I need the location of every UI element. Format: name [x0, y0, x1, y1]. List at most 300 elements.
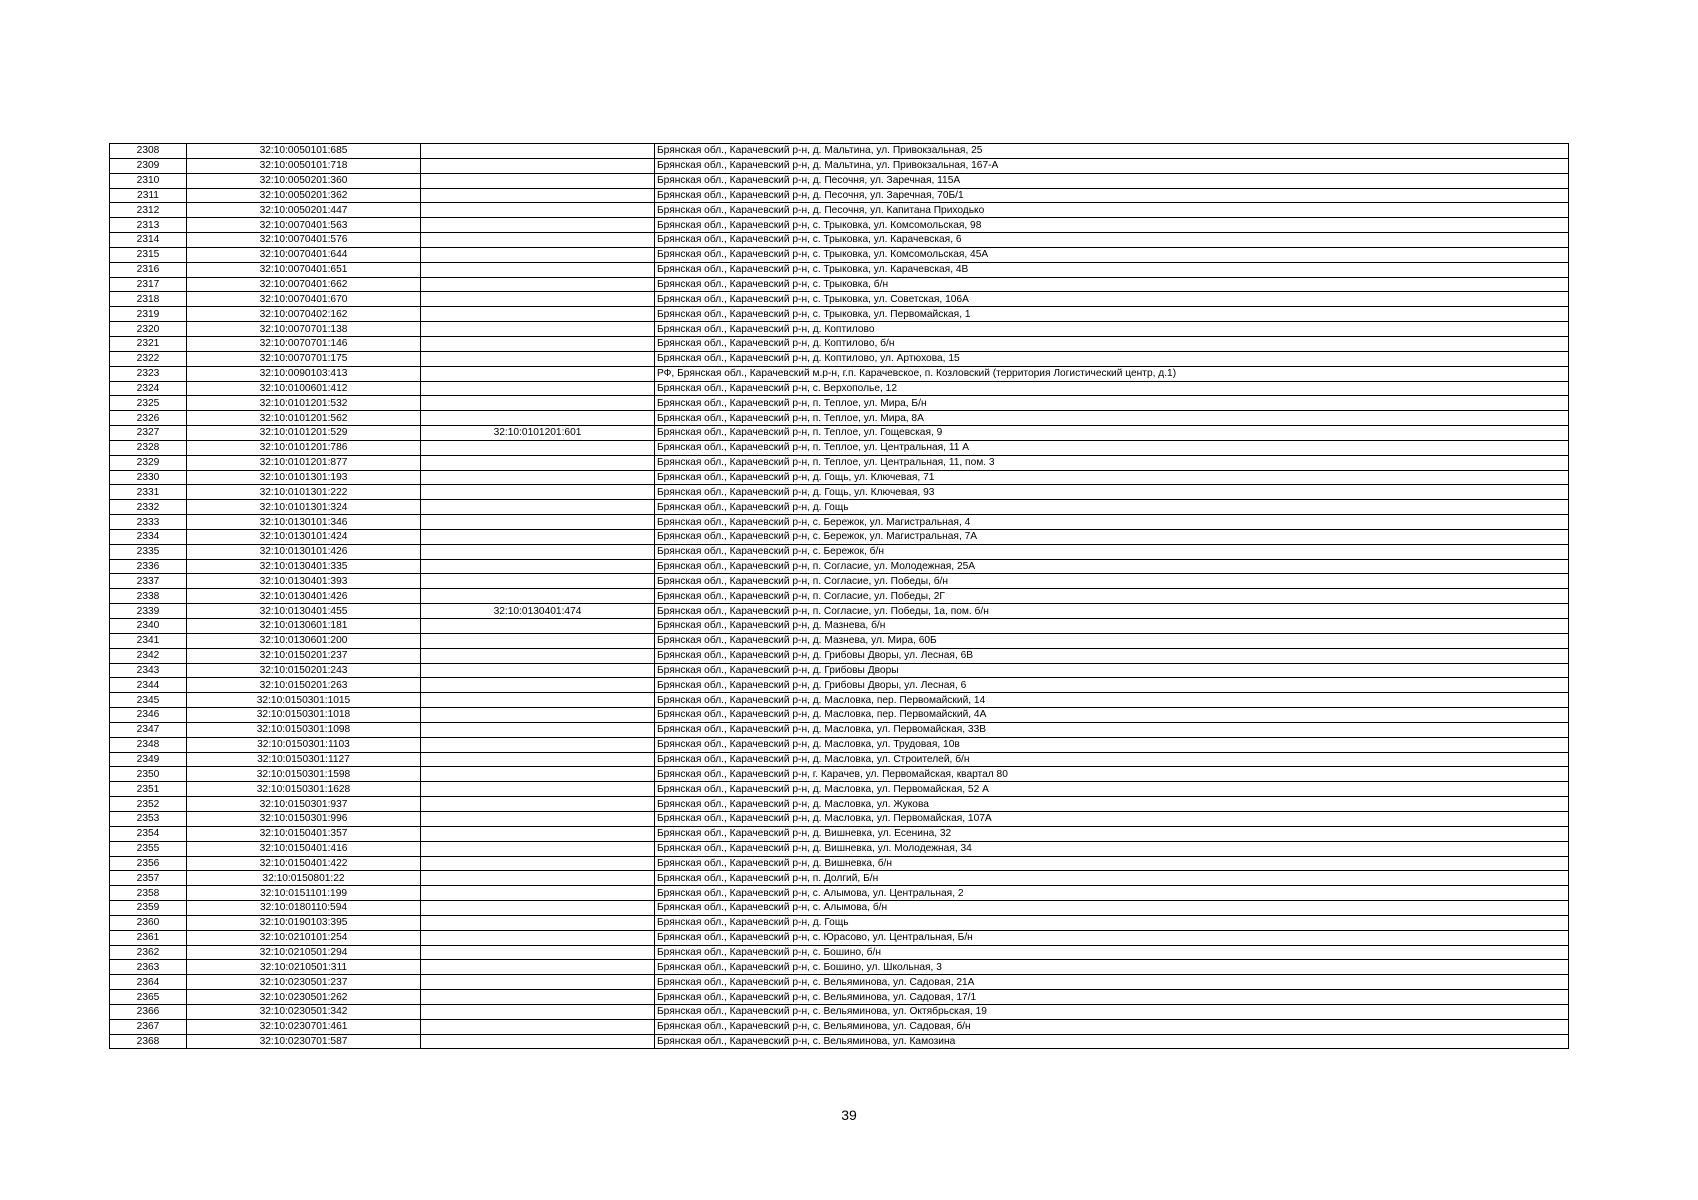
table-row [110, 574, 1569, 589]
address-cell: Брянская обл., Карачевский р-н, с. Алымова, ул. Центральная, 2 [655, 886, 1569, 901]
address-cell: Брянская обл., Карачевский р-н, д. Мазнева, б/н [655, 619, 1569, 634]
address-cell: Брянская обл., Карачевский р-н, д. Грибовы Дворы, ул. Лесная, 6 [655, 678, 1569, 693]
address-cell: Брянская обл., Карачевский р-н, д. Гощь, ул. Ключевая, 71 [655, 470, 1569, 485]
related-cadastral-cell [421, 663, 655, 678]
related-cadastral-cell [421, 336, 655, 351]
table-row [110, 277, 1569, 292]
cadastral-number-cell: 32:10:0150301:1598 [187, 767, 421, 782]
related-cadastral-cell [421, 886, 655, 901]
address-cell: Брянская обл., Карачевский р-н, д. Вишневка, ул. Есенина, 32 [655, 826, 1569, 841]
row-number-cell: 2342 [110, 648, 187, 663]
related-cadastral-cell [421, 797, 655, 812]
address-cell: Брянская обл., Карачевский р-н, д. Масловка, ул. Строителей, б/н [655, 752, 1569, 767]
related-cadastral-cell: 32:10:0130401:474 [421, 604, 655, 619]
related-cadastral-cell [421, 856, 655, 871]
cadastral-number-cell: 32:10:0230501:262 [187, 990, 421, 1005]
row-number-cell: 2338 [110, 589, 187, 604]
row-number-cell: 2367 [110, 1019, 187, 1034]
related-cadastral-cell [421, 559, 655, 574]
cadastral-number-cell: 32:10:0130401:455 [187, 604, 421, 619]
related-cadastral-cell [421, 945, 655, 960]
table-row [110, 648, 1569, 663]
related-cadastral-cell [421, 633, 655, 648]
table-row [110, 960, 1569, 975]
cadastral-number-cell: 32:10:0070701:138 [187, 322, 421, 337]
row-number-cell: 2341 [110, 633, 187, 648]
table-row [110, 990, 1569, 1005]
cadastral-number-cell: 32:10:0230701:461 [187, 1019, 421, 1034]
cadastral-number-cell: 32:10:0070402:162 [187, 307, 421, 322]
related-cadastral-cell [421, 901, 655, 916]
row-number-cell: 2319 [110, 307, 187, 322]
address-cell: Брянская обл., Карачевский р-н, д. Коптилово [655, 322, 1569, 337]
row-number-cell: 2337 [110, 574, 187, 589]
row-number-cell: 2348 [110, 737, 187, 752]
related-cadastral-cell [421, 440, 655, 455]
table-row [110, 975, 1569, 990]
cadastral-number-cell: 32:10:0150301:1018 [187, 708, 421, 723]
related-cadastral-cell [421, 307, 655, 322]
cadastral-number-cell: 32:10:0101301:222 [187, 485, 421, 500]
row-number-cell: 2327 [110, 426, 187, 441]
row-number-cell: 2313 [110, 218, 187, 233]
table-row [110, 797, 1569, 812]
address-cell: Брянская обл., Карачевский р-н, д. Масловка, пер. Первомайский, 4А [655, 708, 1569, 723]
related-cadastral-cell [421, 841, 655, 856]
related-cadastral-cell [421, 975, 655, 990]
address-cell: Брянская обл., Карачевский р-н, с. Трыковка, ул. Советская, 106А [655, 292, 1569, 307]
address-cell: Брянская обл., Карачевский р-н, с. Бережок, б/н [655, 544, 1569, 559]
related-cadastral-cell [421, 173, 655, 188]
row-number-cell: 2343 [110, 663, 187, 678]
table-row [110, 485, 1569, 500]
row-number-cell: 2329 [110, 455, 187, 470]
related-cadastral-cell [421, 544, 655, 559]
cadastral-number-cell: 32:10:0070401:576 [187, 233, 421, 248]
address-cell: Брянская обл., Карачевский р-н, п. Теплое, ул. Центральная, 11 А [655, 440, 1569, 455]
table-row [110, 144, 1569, 159]
address-cell: Брянская обл., Карачевский р-н, д. Масловка, ул. Первомайская, 107А [655, 811, 1569, 826]
table-row [110, 158, 1569, 173]
address-cell: Брянская обл., Карачевский р-н, с. Бережок, ул. Магистральная, 7А [655, 529, 1569, 544]
row-number-cell: 2346 [110, 708, 187, 723]
related-cadastral-cell [421, 767, 655, 782]
table-row [110, 633, 1569, 648]
cadastral-number-cell: 32:10:0210501:294 [187, 945, 421, 960]
address-cell: Брянская обл., Карачевский р-н, с. Юрасово, ул. Центральная, Б/н [655, 930, 1569, 945]
related-cadastral-cell: 32:10:0101201:601 [421, 426, 655, 441]
address-cell: Брянская обл., Карачевский р-н, д. Масловка, ул. Первомайская, 52 А [655, 782, 1569, 797]
address-cell: Брянская обл., Карачевский р-н, п. Теплое, ул. Мира, 8А [655, 411, 1569, 426]
row-number-cell: 2320 [110, 322, 187, 337]
table-row [110, 782, 1569, 797]
cadastral-number-cell: 32:10:0150301:1098 [187, 722, 421, 737]
table-row [110, 1019, 1569, 1034]
cadastral-number-cell: 32:10:0070401:644 [187, 247, 421, 262]
table-row [110, 915, 1569, 930]
cadastral-number-cell: 32:10:0050201:447 [187, 203, 421, 218]
related-cadastral-cell [421, 826, 655, 841]
related-cadastral-cell [421, 262, 655, 277]
address-cell: Брянская обл., Карачевский р-н, п. Согласие, ул. Победы, б/н [655, 574, 1569, 589]
related-cadastral-cell [421, 485, 655, 500]
address-cell: Брянская обл., Карачевский р-н, с. Трыковка, ул. Карачевская, 6 [655, 233, 1569, 248]
address-cell: Брянская обл., Карачевский р-н, с. Алымова, б/н [655, 901, 1569, 916]
cadastral-number-cell: 32:10:0070401:651 [187, 262, 421, 277]
table-row [110, 351, 1569, 366]
table-row [110, 292, 1569, 307]
cadastral-number-cell: 32:10:0151101:199 [187, 886, 421, 901]
row-number-cell: 2345 [110, 693, 187, 708]
row-number-cell: 2321 [110, 336, 187, 351]
cadastral-number-cell: 32:10:0150201:243 [187, 663, 421, 678]
address-cell: Брянская обл., Карачевский р-н, с. Трыковка, ул. Первомайская, 1 [655, 307, 1569, 322]
table-row [110, 336, 1569, 351]
table-row [110, 945, 1569, 960]
related-cadastral-cell [421, 203, 655, 218]
table-row [110, 500, 1569, 515]
table-row [110, 619, 1569, 634]
row-number-cell: 2365 [110, 990, 187, 1005]
related-cadastral-cell [421, 188, 655, 203]
table-row [110, 886, 1569, 901]
row-number-cell: 2317 [110, 277, 187, 292]
address-cell: Брянская обл., Карачевский р-н, д. Грибовы Дворы [655, 663, 1569, 678]
related-cadastral-cell [421, 529, 655, 544]
address-cell: Брянская обл., Карачевский р-н, д. Масловка, ул. Первомайская, 33В [655, 722, 1569, 737]
table-row [110, 811, 1569, 826]
row-number-cell: 2340 [110, 619, 187, 634]
row-number-cell: 2356 [110, 856, 187, 871]
related-cadastral-cell [421, 1034, 655, 1049]
table-row [110, 455, 1569, 470]
related-cadastral-cell [421, 737, 655, 752]
page-number: 39 [841, 1107, 857, 1123]
row-number-cell: 2308 [110, 144, 187, 159]
row-number-cell: 2316 [110, 262, 187, 277]
address-cell: Брянская обл., Карачевский р-н, д. Гощь [655, 500, 1569, 515]
table-row [110, 218, 1569, 233]
related-cadastral-cell [421, 292, 655, 307]
row-number-cell: 2323 [110, 366, 187, 381]
table-row [110, 589, 1569, 604]
row-number-cell: 2322 [110, 351, 187, 366]
address-cell: Брянская обл., Карачевский р-н, д. Коптилово, ул. Артюхова, 15 [655, 351, 1569, 366]
table-row [110, 856, 1569, 871]
address-cell: Брянская обл., Карачевский р-н, п. Согласие, ул. Молодежная, 25А [655, 559, 1569, 574]
address-cell: Брянская обл., Карачевский р-н, с. Верхополье, 12 [655, 381, 1569, 396]
cadastral-number-cell: 32:10:0101201:877 [187, 455, 421, 470]
row-number-cell: 2339 [110, 604, 187, 619]
table-row [110, 604, 1569, 619]
cadastral-number-cell: 32:10:0230501:342 [187, 1004, 421, 1019]
cadastral-number-cell: 32:10:0150401:357 [187, 826, 421, 841]
address-cell: Брянская обл., Карачевский р-н, д. Масловка, ул. Трудовая, 10в [655, 737, 1569, 752]
related-cadastral-cell [421, 470, 655, 485]
table-row [110, 708, 1569, 723]
row-number-cell: 2362 [110, 945, 187, 960]
table-row [110, 173, 1569, 188]
table-row [110, 515, 1569, 530]
cadastral-number-cell: 32:10:0130101:346 [187, 515, 421, 530]
table-row [110, 366, 1569, 381]
row-number-cell: 2330 [110, 470, 187, 485]
table-row [110, 233, 1569, 248]
cadastral-number-cell: 32:10:0130101:426 [187, 544, 421, 559]
row-number-cell: 2361 [110, 930, 187, 945]
address-cell: Брянская обл., Карачевский р-н, д. Мазнева, ул. Мира, 60Б [655, 633, 1569, 648]
table-row [110, 663, 1569, 678]
row-number-cell: 2324 [110, 381, 187, 396]
address-cell: Брянская обл., Карачевский р-н, с. Вельяминова, ул. Камозина [655, 1034, 1569, 1049]
related-cadastral-cell [421, 619, 655, 634]
cadastral-number-cell: 32:10:0070701:146 [187, 336, 421, 351]
related-cadastral-cell [421, 648, 655, 663]
cadastral-number-cell: 32:10:0090103:413 [187, 366, 421, 381]
address-cell: Брянская обл., Карачевский р-н, д. Песочня, ул. Капитана Приходько [655, 203, 1569, 218]
table-row [110, 307, 1569, 322]
related-cadastral-cell [421, 1019, 655, 1034]
related-cadastral-cell [421, 144, 655, 159]
cadastral-number-cell: 32:10:0180110:594 [187, 901, 421, 916]
related-cadastral-cell [421, 233, 655, 248]
address-cell: Брянская обл., Карачевский р-н, п. Теплое, ул. Мира, Б/н [655, 396, 1569, 411]
table-row [110, 1004, 1569, 1019]
cadastral-number-cell: 32:10:0050101:718 [187, 158, 421, 173]
address-cell: Брянская обл., Карачевский р-н, д. Вишневка, б/н [655, 856, 1569, 871]
cadastral-number-cell: 32:10:0150301:1015 [187, 693, 421, 708]
address-cell: Брянская обл., Карачевский р-н, с. Трыковка, ул. Комсомольская, 98 [655, 218, 1569, 233]
address-cell: Брянская обл., Карачевский р-н, с. Трыковка, ул. Карачевская, 4В [655, 262, 1569, 277]
cadastral-number-cell: 32:10:0101201:562 [187, 411, 421, 426]
address-cell: Брянская обл., Карачевский р-н, д. Вишневка, ул. Молодежная, 34 [655, 841, 1569, 856]
row-number-cell: 2336 [110, 559, 187, 574]
table-row [110, 203, 1569, 218]
cadastral-number-cell: 32:10:0230701:587 [187, 1034, 421, 1049]
related-cadastral-cell [421, 218, 655, 233]
related-cadastral-cell [421, 722, 655, 737]
cadastral-number-cell: 32:10:0230501:237 [187, 975, 421, 990]
address-cell: Брянская обл., Карачевский р-н, с. Вельяминова, ул. Садовая, б/н [655, 1019, 1569, 1034]
cadastral-number-cell: 32:10:0130401:426 [187, 589, 421, 604]
cadastral-number-cell: 32:10:0050101:685 [187, 144, 421, 159]
table-row [110, 396, 1569, 411]
row-number-cell: 2350 [110, 767, 187, 782]
table-row [110, 693, 1569, 708]
row-number-cell: 2366 [110, 1004, 187, 1019]
row-number-cell: 2347 [110, 722, 187, 737]
address-cell: Брянская обл., Карачевский р-н, д. Коптилово, б/н [655, 336, 1569, 351]
cadastral-number-cell: 32:10:0101201:786 [187, 440, 421, 455]
row-number-cell: 2314 [110, 233, 187, 248]
row-number-cell: 2364 [110, 975, 187, 990]
table-row [110, 826, 1569, 841]
cadastral-number-cell: 32:10:0150801:22 [187, 871, 421, 886]
related-cadastral-cell [421, 752, 655, 767]
row-number-cell: 2332 [110, 500, 187, 515]
row-number-cell: 2359 [110, 901, 187, 916]
related-cadastral-cell [421, 693, 655, 708]
cadastral-number-cell: 32:10:0150301:1103 [187, 737, 421, 752]
related-cadastral-cell [421, 990, 655, 1005]
address-cell: Брянская обл., Карачевский р-н, с. Трыковка, б/н [655, 277, 1569, 292]
address-cell: Брянская обл., Карачевский р-н, с. Вельяминова, ул. Октябрьская, 19 [655, 1004, 1569, 1019]
table-row [110, 752, 1569, 767]
row-number-cell: 2326 [110, 411, 187, 426]
row-number-cell: 2310 [110, 173, 187, 188]
row-number-cell: 2357 [110, 871, 187, 886]
related-cadastral-cell [421, 915, 655, 930]
records-table-body [110, 144, 1569, 1049]
address-cell: Брянская обл., Карачевский р-н, с. Бошино, б/н [655, 945, 1569, 960]
records-table [109, 143, 1569, 1049]
cadastral-number-cell: 32:10:0150301:1127 [187, 752, 421, 767]
table-row [110, 678, 1569, 693]
related-cadastral-cell [421, 1004, 655, 1019]
address-cell: Брянская обл., Карачевский р-н, с. Бережок, ул. Магистральная, 4 [655, 515, 1569, 530]
related-cadastral-cell [421, 322, 655, 337]
row-number-cell: 2360 [110, 915, 187, 930]
address-cell: Брянская обл., Карачевский р-н, д. Песочня, ул. Заречная, 115А [655, 173, 1569, 188]
table-row [110, 262, 1569, 277]
row-number-cell: 2353 [110, 811, 187, 826]
row-number-cell: 2311 [110, 188, 187, 203]
row-number-cell: 2363 [110, 960, 187, 975]
table-row [110, 1034, 1569, 1049]
row-number-cell: 2354 [110, 826, 187, 841]
related-cadastral-cell [421, 811, 655, 826]
table-row [110, 188, 1569, 203]
related-cadastral-cell [421, 960, 655, 975]
cadastral-number-cell: 32:10:0101301:193 [187, 470, 421, 485]
table-row [110, 529, 1569, 544]
related-cadastral-cell [421, 381, 655, 396]
row-number-cell: 2318 [110, 292, 187, 307]
row-number-cell: 2312 [110, 203, 187, 218]
cadastral-number-cell: 32:10:0100601:412 [187, 381, 421, 396]
cadastral-number-cell: 32:10:0101201:529 [187, 426, 421, 441]
related-cadastral-cell [421, 782, 655, 797]
cadastral-number-cell: 32:10:0101201:532 [187, 396, 421, 411]
row-number-cell: 2344 [110, 678, 187, 693]
related-cadastral-cell [421, 871, 655, 886]
table-row [110, 722, 1569, 737]
row-number-cell: 2351 [110, 782, 187, 797]
related-cadastral-cell [421, 515, 655, 530]
related-cadastral-cell [421, 158, 655, 173]
related-cadastral-cell [421, 351, 655, 366]
related-cadastral-cell [421, 411, 655, 426]
cadastral-number-cell: 32:10:0150301:996 [187, 811, 421, 826]
row-number-cell: 2333 [110, 515, 187, 530]
related-cadastral-cell [421, 930, 655, 945]
row-number-cell: 2325 [110, 396, 187, 411]
address-cell: Брянская обл., Карачевский р-н, с. Вельяминова, ул. Садовая, 21А [655, 975, 1569, 990]
row-number-cell: 2334 [110, 529, 187, 544]
row-number-cell: 2352 [110, 797, 187, 812]
table-row [110, 544, 1569, 559]
address-cell: Брянская обл., Карачевский р-н, д. Мальтина, ул. Привокзальная, 25 [655, 144, 1569, 159]
related-cadastral-cell [421, 708, 655, 723]
address-cell: Брянская обл., Карачевский р-н, д. Гощь [655, 915, 1569, 930]
table-row [110, 381, 1569, 396]
address-cell: Брянская обл., Карачевский р-н, д. Грибовы Дворы, ул. Лесная, 6В [655, 648, 1569, 663]
table-row [110, 322, 1569, 337]
cadastral-number-cell: 32:10:0210101:254 [187, 930, 421, 945]
table-row [110, 440, 1569, 455]
row-number-cell: 2331 [110, 485, 187, 500]
row-number-cell: 2368 [110, 1034, 187, 1049]
cadastral-number-cell: 32:10:0150401:422 [187, 856, 421, 871]
address-cell: Брянская обл., Карачевский р-н, п. Долгий, Б/н [655, 871, 1569, 886]
table-row [110, 411, 1569, 426]
cadastral-number-cell: 32:10:0150301:1628 [187, 782, 421, 797]
cadastral-number-cell: 32:10:0130601:181 [187, 619, 421, 634]
row-number-cell: 2335 [110, 544, 187, 559]
address-cell: Брянская обл., Карачевский р-н, п. Согласие, ул. Победы, 1а, пом. б/н [655, 604, 1569, 619]
table-row [110, 871, 1569, 886]
related-cadastral-cell [421, 589, 655, 604]
row-number-cell: 2355 [110, 841, 187, 856]
cadastral-number-cell: 32:10:0130101:424 [187, 529, 421, 544]
table-row [110, 841, 1569, 856]
cadastral-number-cell: 32:10:0150301:937 [187, 797, 421, 812]
address-cell: Брянская обл., Карачевский р-н, с. Бошино, ул. Школьная, 3 [655, 960, 1569, 975]
table-row [110, 737, 1569, 752]
related-cadastral-cell [421, 277, 655, 292]
address-cell: Брянская обл., Карачевский р-н, д. Гощь, ул. Ключевая, 93 [655, 485, 1569, 500]
address-cell: Брянская обл., Карачевский р-н, с. Вельяминова, ул. Садовая, 17/1 [655, 990, 1569, 1005]
address-cell: Брянская обл., Карачевский р-н, с. Трыковка, ул. Комсомольская, 45А [655, 247, 1569, 262]
related-cadastral-cell [421, 574, 655, 589]
cadastral-number-cell: 32:10:0210501:311 [187, 960, 421, 975]
address-cell: Брянская обл., Карачевский р-н, п. Теплое, ул. Центральная, 11, пом. 3 [655, 455, 1569, 470]
related-cadastral-cell [421, 366, 655, 381]
cadastral-number-cell: 32:10:0070401:563 [187, 218, 421, 233]
address-cell: Брянская обл., Карачевский р-н, д. Масловка, ул. Жукова [655, 797, 1569, 812]
address-cell: Брянская обл., Карачевский р-н, г. Карачев, ул. Первомайская, квартал 80 [655, 767, 1569, 782]
cadastral-number-cell: 32:10:0050201:360 [187, 173, 421, 188]
cadastral-number-cell: 32:10:0150401:416 [187, 841, 421, 856]
address-cell: Брянская обл., Карачевский р-н, д. Мальтина, ул. Привокзальная, 167-А [655, 158, 1569, 173]
table-row [110, 559, 1569, 574]
cadastral-number-cell: 32:10:0050201:362 [187, 188, 421, 203]
cadastral-number-cell: 32:10:0190103:395 [187, 915, 421, 930]
cadastral-number-cell: 32:10:0070401:670 [187, 292, 421, 307]
address-cell: Брянская обл., Карачевский р-н, д. Масловка, пер. Первомайский, 14 [655, 693, 1569, 708]
row-number-cell: 2315 [110, 247, 187, 262]
table-row [110, 767, 1569, 782]
row-number-cell: 2309 [110, 158, 187, 173]
related-cadastral-cell [421, 678, 655, 693]
cadastral-number-cell: 32:10:0070701:175 [187, 351, 421, 366]
cadastral-number-cell: 32:10:0150201:263 [187, 678, 421, 693]
related-cadastral-cell [421, 396, 655, 411]
cadastral-number-cell: 32:10:0070401:662 [187, 277, 421, 292]
table-row [110, 901, 1569, 916]
cadastral-number-cell: 32:10:0150201:237 [187, 648, 421, 663]
address-cell: Брянская обл., Карачевский р-н, п. Теплое, ул. Гощевская, 9 [655, 426, 1569, 441]
table-row [110, 426, 1569, 441]
address-cell: РФ, Брянская обл., Карачевский м.р-н, г.п. Карачевское, п. Козловский (территория Логистический центр, д.1) [655, 366, 1569, 381]
related-cadastral-cell [421, 455, 655, 470]
row-number-cell: 2358 [110, 886, 187, 901]
row-number-cell: 2328 [110, 440, 187, 455]
row-number-cell: 2349 [110, 752, 187, 767]
cadastral-number-cell: 32:10:0130401:335 [187, 559, 421, 574]
address-cell: Брянская обл., Карачевский р-н, д. Песочня, ул. Заречная, 70Б/1 [655, 188, 1569, 203]
table-row [110, 470, 1569, 485]
